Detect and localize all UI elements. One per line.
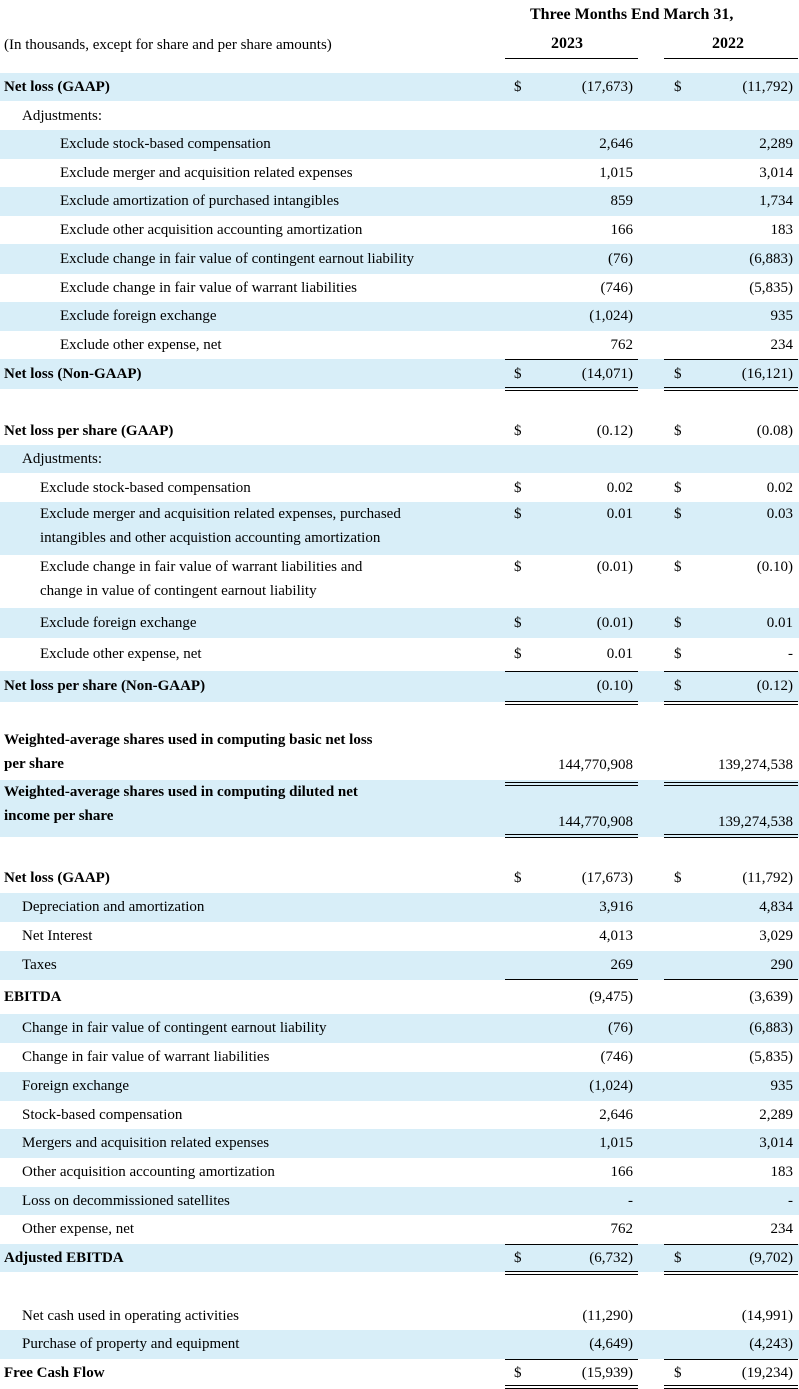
value-2023: (0.10) [596,678,633,694]
total-rule [505,1359,638,1360]
value-2022: 1,734 [759,193,793,209]
value-2022: 3,014 [759,1135,793,1151]
row-label: Exclude stock-based compensation [60,136,271,152]
table-row [0,359,799,389]
table-row [0,417,799,445]
row-label: Change in fair value of contingent earnout liability [22,1020,327,1036]
table-row [0,187,799,216]
value-2022: 2,289 [759,1106,793,1123]
total-rule [664,1244,798,1245]
value-2023: 166 [610,1164,633,1180]
column-header-2022: 2022 [712,35,744,52]
currency-symbol-2023: $ [514,614,522,631]
value-2023: 859 [610,193,633,209]
value-2022: 0.03 [766,506,793,522]
value-2022: (16,121) [741,365,793,382]
currency-symbol-2023: $ [514,559,522,575]
currency-symbol-2022: $ [674,559,682,575]
value-2023: (11,290) [582,1307,633,1324]
value-2022: (19,234) [741,1364,793,1381]
table-row [0,159,799,187]
value-2023: 1,015 [599,1135,633,1151]
row-label: Weighted-average shares used in computing basic net loss [4,732,373,748]
value-2022: 139,274,538 [718,757,793,773]
row-label: Net cash used in operating activities [22,1307,240,1324]
table-row [0,244,799,274]
currency-symbol-2022: $ [674,646,682,662]
row-label: Exclude stock-based compensation [40,479,251,496]
currency-symbol-2023: $ [514,365,522,382]
currency-symbol-2023: $ [514,870,522,886]
row-label: Adjusted EBITDA [4,1249,124,1266]
row-label-continued: change in value of contingent earnout liability [40,583,317,599]
value-2022: (6,883) [749,1020,793,1036]
value-2022: 3,029 [759,928,793,944]
value-2023: 144,770,908 [558,757,633,773]
currency-symbol-2022: $ [674,365,682,382]
row-label: Exclude change in fair value of contingent earnout liability [60,250,415,267]
total-rule [664,834,798,838]
value-2022: 0.01 [766,614,793,631]
value-2022: (11,792) [742,78,793,95]
value-2022: 4,834 [759,899,793,915]
value-2023: 2,646 [599,1106,633,1123]
table-row [0,1302,799,1330]
currency-symbol-2023: $ [514,1364,522,1381]
value-2022: (0.10) [756,559,793,575]
row-label: Adjustments: [22,450,103,467]
value-2022: 2,289 [759,136,793,152]
value-2022: (5,835) [749,279,793,296]
total-rule [505,359,638,360]
value-2023: (0.12) [596,422,633,439]
table-row [0,1330,799,1359]
value-2023: 144,770,908 [558,814,633,830]
value-2022: 183 [770,1164,793,1180]
value-2022: 290 [770,957,793,973]
row-label: Change in fair value of warrant liabilities [22,1049,270,1065]
total-rule [664,1359,798,1360]
table-row [0,130,799,159]
value-2022: (4,243) [749,1336,793,1352]
value-2023: (14,071) [581,365,633,382]
value-2022: (0.08) [756,422,793,439]
row-label: Mergers and acquisition related expenses [22,1135,270,1151]
table-row [0,474,799,502]
row-label: Exclude foreign exchange [60,308,217,324]
value-2023: (6,732) [589,1249,633,1266]
currency-symbol-2023: $ [514,646,522,662]
row-label: Net loss per share (Non-GAAP) [4,678,206,694]
value-2022: 183 [770,221,793,238]
table-row [0,445,799,473]
row-label-continued: income per share [4,808,114,824]
row-label: Exclude change in fair value of warrant liabilities and [40,559,363,575]
currency-symbol-2023: $ [514,422,522,439]
row-label: Stock-based compensation [22,1106,183,1123]
value-2022: (3,639) [749,989,793,1005]
table-row [0,302,799,331]
value-2023: 4,013 [599,928,633,944]
row-label: Exclude other acquisition accounting amortization [60,221,363,238]
total-rule [505,671,638,672]
value-2022: (11,792) [742,870,793,886]
value-2022: - [788,646,793,662]
value-2023: 3,916 [599,899,633,915]
table-row [0,1014,799,1043]
value-2022: (14,991) [741,1307,793,1324]
table-row [0,216,799,244]
currency-symbol-2023: $ [514,78,522,95]
table-row [0,502,799,555]
row-label: Net loss (GAAP) [4,870,110,886]
currency-symbol-2023: $ [514,479,522,496]
value-2023: 762 [610,1221,633,1237]
value-2022: 3,014 [759,164,793,181]
value-2023: (746) [600,279,633,296]
column-header-2023: 2023 [551,35,583,52]
value-2023: (9,475) [589,989,633,1005]
value-2023: (746) [600,1049,633,1065]
row-label: Depreciation and amortization [22,899,205,915]
row-label: Purchase of property and equipment [22,1336,240,1352]
total-rule [664,701,798,705]
row-label: Adjustments: [22,107,103,124]
total-rule [505,979,638,980]
currency-symbol-2022: $ [674,1249,682,1266]
value-2023: (17,673) [581,870,633,886]
table-row [0,1244,799,1272]
period-title: Three Months End March 31, [530,6,734,23]
value-2023: 166 [610,221,633,238]
value-2023: (1,024) [589,1078,633,1094]
currency-symbol-2022: $ [674,506,682,522]
total-rule [505,1271,638,1275]
table-row [0,102,799,130]
row-label-continued: intangibles and other acquistion accounting amortization [40,530,381,546]
total-rule [664,782,798,786]
currency-symbol-2022: $ [674,614,682,631]
value-2022: (5,835) [749,1049,793,1065]
currency-symbol-2022: $ [674,870,682,886]
total-rule [664,1385,798,1389]
table-row [0,1101,799,1129]
units-note: (In thousands, except for share and per share amounts) [4,37,332,53]
table-row [0,1129,799,1158]
value-2023: 0.02 [606,479,633,496]
row-label: Weighted-average shares used in computing diluted net [4,784,358,800]
header-rule-2022 [664,58,798,59]
table-row [0,893,799,922]
value-2022: 234 [770,1221,793,1237]
total-rule [664,979,798,980]
header-rule-2023 [505,58,638,59]
row-label: Other acquisition accounting amortization [22,1164,275,1180]
row-label: Net loss (Non-GAAP) [4,365,142,382]
row-label: Exclude other expense, net [60,336,222,353]
row-label: Exclude foreign exchange [40,614,197,631]
value-2023: (4,649) [589,1336,633,1352]
row-label-continued: per share [4,756,64,772]
total-rule [505,1385,638,1389]
table-row [0,1215,799,1244]
value-2023: (17,673) [581,78,633,95]
table-row [0,331,799,359]
row-label: Foreign exchange [22,1078,130,1094]
row-label: Other expense, net [22,1221,135,1237]
value-2022: (0.12) [756,678,793,694]
row-label: Exclude merger and acquisition related expenses, purchased [40,506,401,522]
table-row [0,1187,799,1215]
table-row [0,608,799,638]
value-2022: 0.02 [766,479,793,496]
table-row [0,555,799,608]
value-2023: (15,939) [581,1364,633,1381]
value-2023: (76) [608,250,633,267]
total-rule [505,834,638,838]
table-row [0,1158,799,1187]
table-row [0,671,799,702]
value-2023: 0.01 [606,646,633,662]
total-rule [664,387,798,391]
row-label: Taxes [22,957,57,973]
value-2023: 2,646 [599,136,633,152]
table-row [0,864,799,893]
total-rule [505,1244,638,1245]
row-label: Exclude change in fair value of warrant liabilities [60,279,357,296]
currency-symbol-2022: $ [674,678,682,694]
value-2023: 269 [610,957,633,973]
table-row [0,73,799,101]
value-2022: - [788,1192,793,1209]
total-rule [664,1271,798,1275]
table-row [0,922,799,951]
value-2022: 935 [770,1078,793,1094]
value-2023: 0.01 [606,506,633,522]
value-2023: (1,024) [589,308,633,324]
value-2022: 935 [770,308,793,324]
value-2022: (9,702) [749,1249,793,1266]
table-row [0,274,799,302]
value-2023: (76) [608,1020,633,1036]
value-2023: 1,015 [599,164,633,181]
table-row [0,638,799,671]
row-label: Net Interest [22,928,93,944]
row-label: Exclude amortization of purchased intangibles [60,193,340,209]
currency-symbol-2022: $ [674,1364,682,1381]
table-row [0,1043,799,1072]
currency-symbol-2022: $ [674,422,682,439]
value-2023: - [628,1192,633,1209]
row-label: Free Cash Flow [4,1364,105,1381]
value-2023: (0.01) [596,614,633,631]
value-2022: 234 [770,336,793,353]
value-2023: (0.01) [596,559,633,575]
row-label: EBITDA [4,989,62,1005]
table-row [0,1359,799,1387]
value-2022: 139,274,538 [718,814,793,830]
total-rule [505,387,638,391]
table-row [0,780,799,837]
row-label: Exclude merger and acquisition related expenses [60,164,353,181]
row-label: Exclude other expense, net [40,646,202,662]
table-row [0,1072,799,1101]
total-rule [505,701,638,705]
table-row [0,983,799,1012]
currency-symbol-2022: $ [674,479,682,496]
total-rule [664,359,798,360]
value-2022: (6,883) [749,250,793,267]
table-row [0,728,799,780]
total-rule [664,671,798,672]
total-rule [505,782,638,786]
value-2023: 762 [610,336,633,353]
currency-symbol-2023: $ [514,1249,522,1266]
currency-symbol-2022: $ [674,78,682,95]
table-row [0,951,799,980]
row-label: Net loss per share (GAAP) [4,422,174,439]
row-label: Loss on decommissioned satellites [22,1192,230,1209]
row-label: Net loss (GAAP) [4,78,110,95]
currency-symbol-2023: $ [514,506,522,522]
